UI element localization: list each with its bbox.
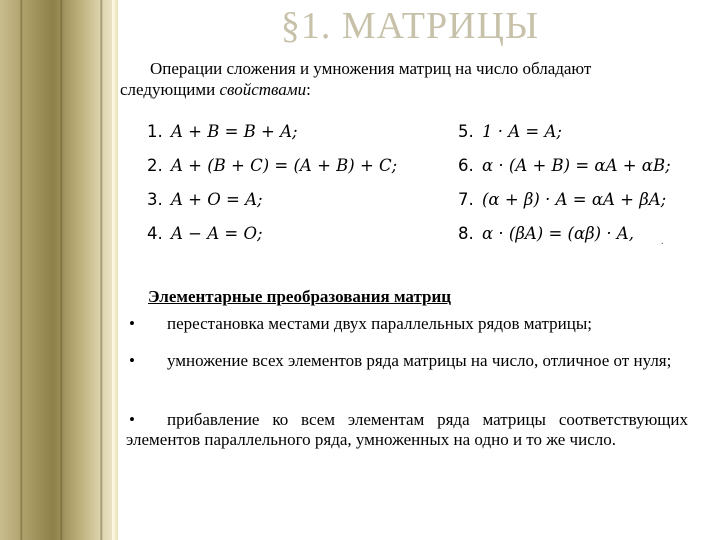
list-item [126, 410, 688, 450]
property-4 [147, 217, 397, 251]
decorative-border [0, 0, 118, 540]
property-formula: A + (B + C) = (A + B) + C; [171, 156, 398, 175]
list-item-text: перестановка местами двух параллельных рядов матрицы; [167, 314, 592, 333]
list-item-text: прибавление ко всем элементам ряда матрицы соответствующих элементов параллельного ряда, умноженных на одно и то же число. [126, 410, 688, 449]
bullet-icon: • [129, 314, 135, 333]
property-7 [458, 183, 671, 217]
property-3 [147, 183, 397, 217]
list-item-text: умножение всех элементов ряда матрицы на число, отличное от нуля; [167, 351, 672, 370]
property-1 [147, 115, 397, 149]
property-number: 3. [147, 190, 163, 209]
property-number: 1. [147, 122, 163, 141]
section-title: Элементарные преобразования матриц [148, 287, 452, 306]
page-title: §1. МАТРИЦЫ [280, 5, 540, 47]
intro-line-2 [120, 80, 311, 99]
property-formula: (α + β) · A = αA + βA; [482, 190, 667, 209]
property-number: 6. [458, 156, 474, 175]
intro-line-1: Операции сложения и умножения матриц на число обладают [150, 59, 592, 78]
intro-paragraph [120, 58, 685, 100]
property-formula: α · (βA) = (αβ) · A, [482, 224, 634, 243]
property-formula: 1 · A = A; [482, 122, 562, 141]
properties-right [458, 115, 671, 251]
property-8 [458, 217, 671, 251]
intro-italic: свойствами [219, 80, 307, 99]
property-number: 4. [147, 224, 163, 243]
list-item [126, 351, 688, 371]
properties-left [147, 115, 397, 251]
intro-colon: : [306, 80, 311, 99]
property-number: 2. [147, 156, 163, 175]
property-formula: A + B = B + A; [171, 122, 298, 141]
property-number: 5. [458, 122, 474, 141]
bullet-icon: • [129, 351, 135, 370]
property-formula: α · (A + B) = αA + αB; [482, 156, 671, 175]
stray-dot: . [661, 236, 664, 247]
list-item [126, 314, 688, 334]
property-formula: A + O = A; [171, 190, 263, 209]
property-2 [147, 149, 397, 183]
property-formula: A − A = O; [171, 224, 263, 243]
property-number: 7. [458, 190, 474, 209]
bullet-icon: • [129, 410, 135, 429]
property-6 [458, 149, 671, 183]
property-number: 8. [458, 224, 474, 243]
property-5 [458, 115, 671, 149]
intro-plain: следующими [120, 80, 220, 99]
